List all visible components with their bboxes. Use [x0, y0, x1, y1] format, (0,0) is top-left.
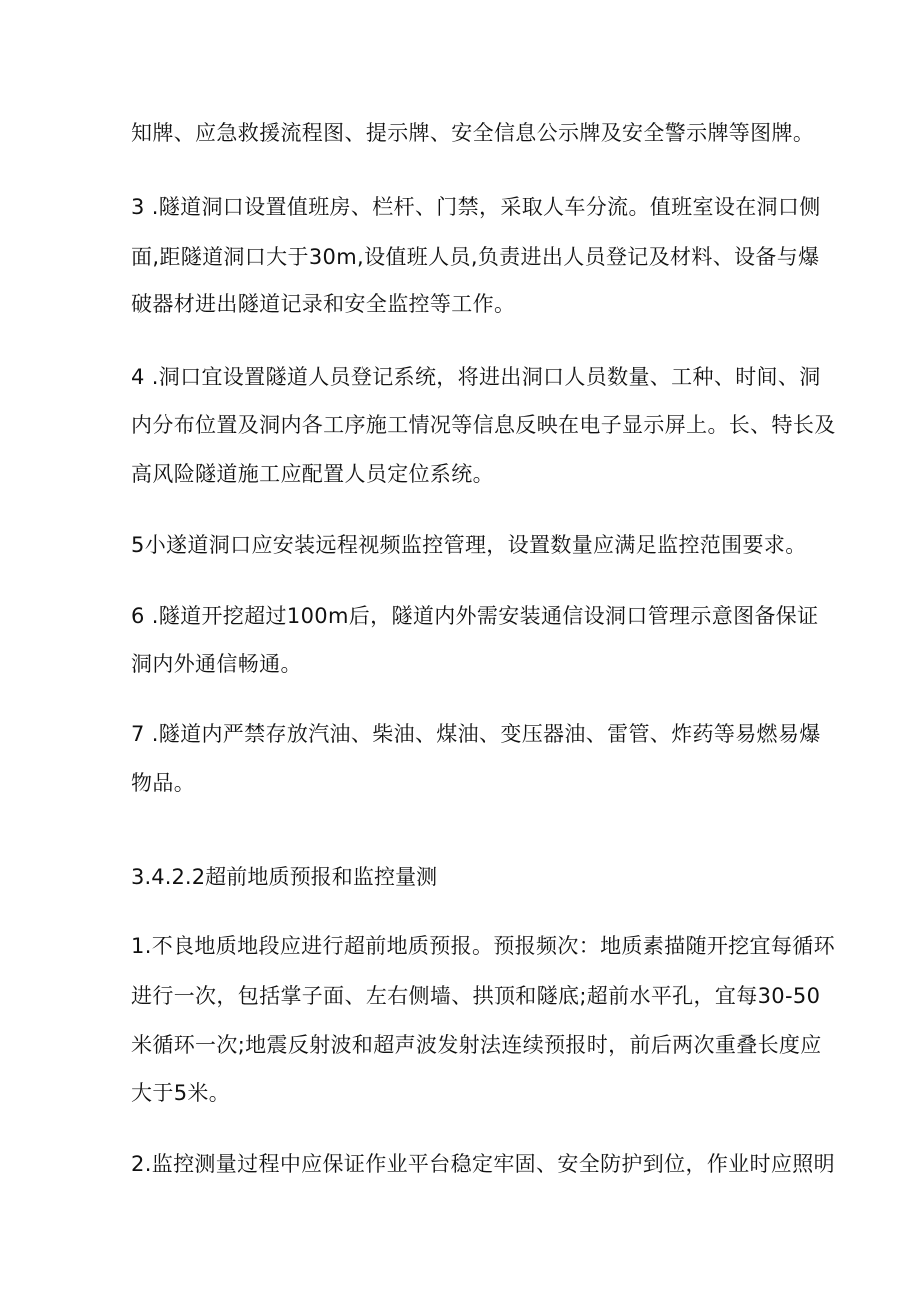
text-line: 洞内外通信畅通。 [131, 652, 302, 676]
text-line: 米循环一次;地震反射波和超声波发射法连续预报时，前后两次重叠长度应 [131, 1033, 822, 1057]
text-line: 3 .隧道洞口设置值班房、栏杆、门禁，采取人车分流。值班室设在洞口侧 [131, 195, 821, 219]
text-line: 2.监控测量过程中应保证作业平台稳定牢固、安全防护到位，作业时应照明 [131, 1152, 835, 1176]
text-line: 内分布位置及洞内各工序施工情况等信息反映在电子显示屏上。长、特长及 [131, 413, 836, 437]
section-heading: 3.4.2.2超前地质预报和监控量测 [131, 865, 438, 889]
text-line: 物品。 [131, 771, 196, 795]
text-line: 6 .隧道开挖超过100m后，隧道内外需安装通信设洞口管理示意图备保证 [131, 604, 819, 628]
text-line: 5小遂道洞口应安装远程视频监控管理，设置数量应满足监控范围要求。 [131, 533, 807, 557]
text-line: 4 .洞口宜设置隧道人员登记系统，将进出洞口人员数量、工种、时间、洞 [131, 365, 821, 389]
text-line: 1.不良地质地段应进行超前地质预报。预报频次：地质素描随开挖宜每循环 [131, 934, 835, 958]
text-line: 高风险隧道施工应配置人员定位系统。 [131, 462, 494, 486]
text-line: 大于5米。 [131, 1081, 231, 1105]
document-page [131, 0, 836, 1301]
text-line: 面,距隧道洞口大于30m,设值班人员,负责进出人员登记及材料、设备与爆 [131, 245, 820, 269]
text-line: 7 .隧道内严禁存放汽油、柴油、煤油、变压器油、雷管、炸药等易燃易爆 [131, 722, 821, 746]
text-line: 破器材进出隧道记录和安全监控等工作。 [131, 292, 516, 316]
text-line: 进行一次，包括掌子面、左右侧墙、拱顶和隧底;超前水平孔，宜每30-50 [131, 984, 821, 1008]
text-line: 知牌、应急救援流程图、提示牌、安全信息公示牌及安全警示牌等图牌。 [131, 121, 815, 145]
